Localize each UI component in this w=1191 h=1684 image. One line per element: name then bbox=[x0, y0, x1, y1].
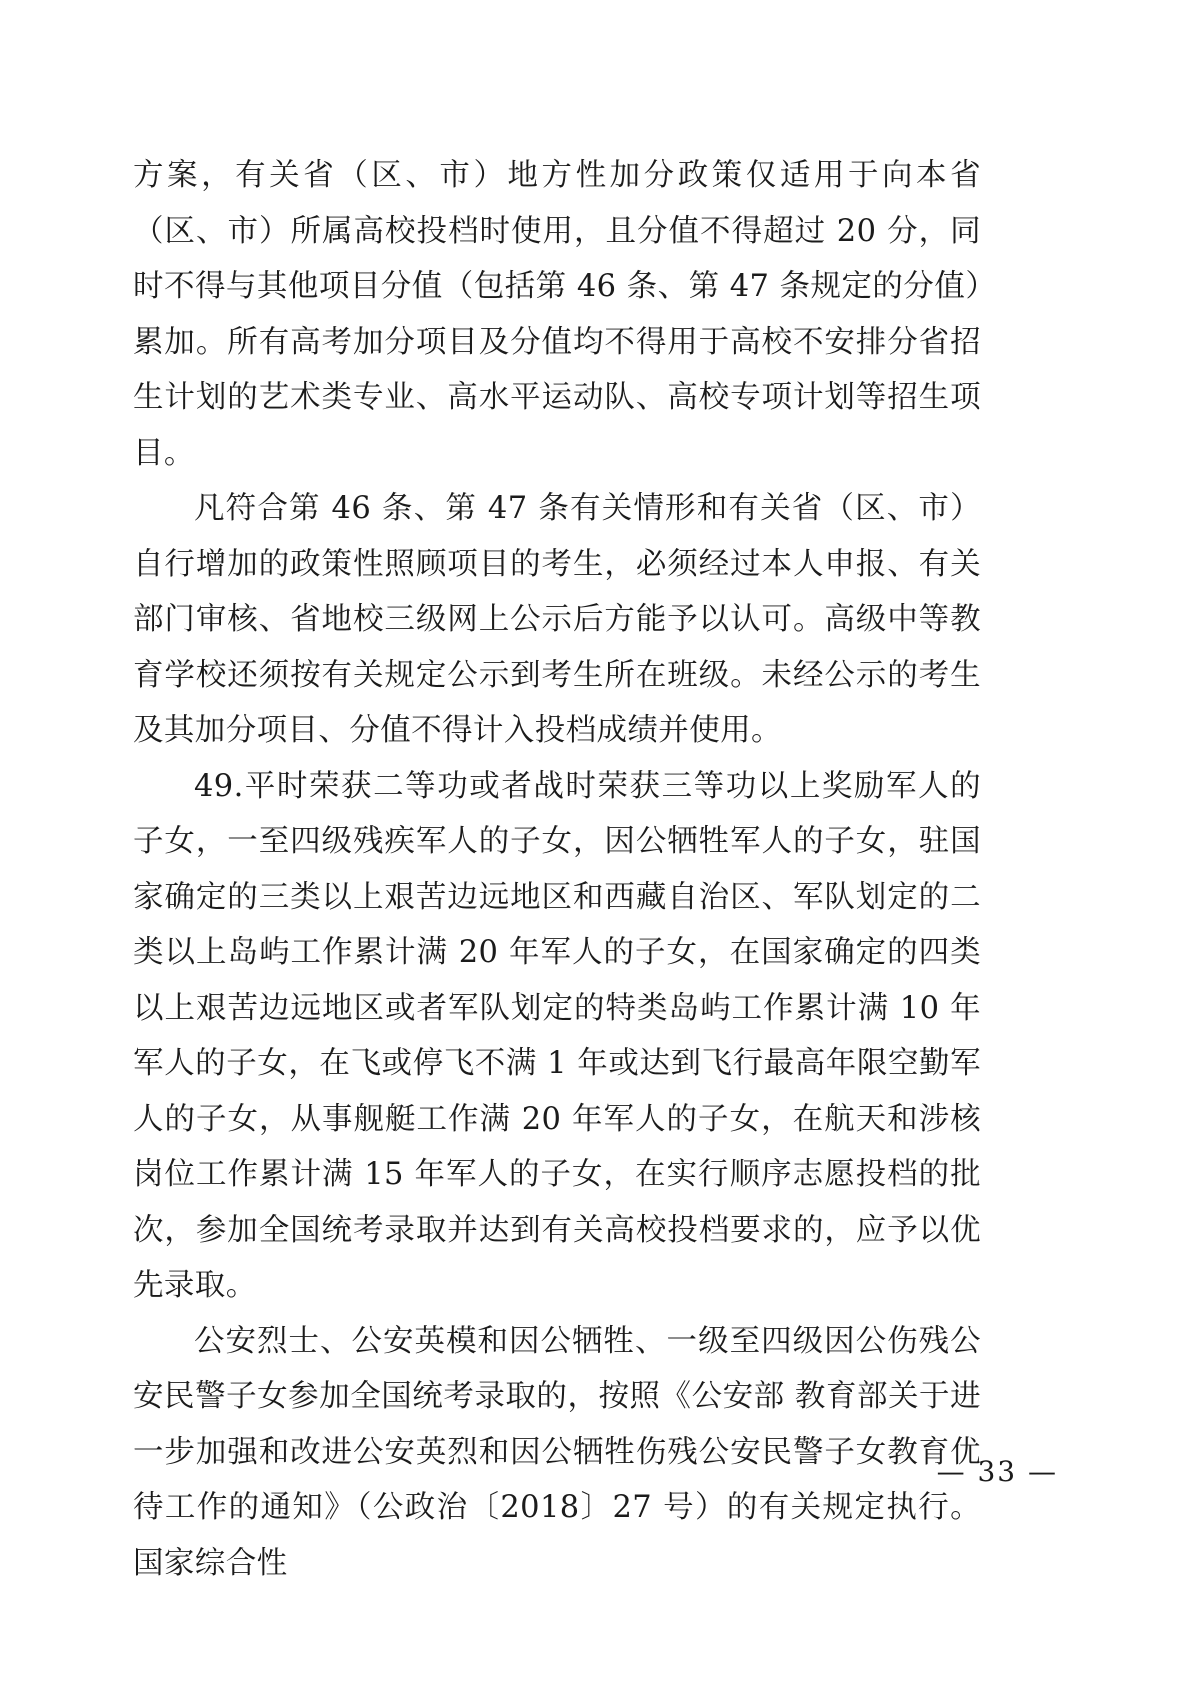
paragraph-3: 49.平时荣获二等功或者战时荣获三等功以上奖励军人的子女，一至四级残疾军人的子女，因公牺牲军人的子女，驻国家确定的三类以上艰苦边远地区和西藏自治区、军队划定的二类以上岛屿工作累计满 20 年军人的子女，在国家确定的四类以上艰苦边远地区或者军队划定的特类岛屿工作累计满 10 年军人的子女，在飞或停飞不满 1 年或达到飞行最高年限空勤军人的子女，从事舰艇工作满 20 年军人的子女，在航天和涉核岗位工作累计满 15 年军人的子女，在实行顺序志愿投档的批次，参加全国统考录取并达到有关高校投档要求的，应予以优先录取。 bbox=[133, 768, 981, 1303]
page-number: — 33 — bbox=[936, 1455, 1058, 1488]
paragraph-2: 凡符合第 46 条、第 47 条有关情形和有关省（区、市）自行增加的政策性照顾项目的考生，必须经过本人申报、有关部门审核、省地校三级网上公示后方能予以认可。高级中等教育学校还须按有关规定公示到考生所在班级。未经公示的考生及其加分项目、分值不得计入投档成绩并使用。 bbox=[133, 491, 981, 748]
paragraph-1: 方案，有关省（区、市）地方性加分政策仅适用于向本省（区、市）所属高校投档时使用，且分值不得超过 20 分，同时不得与其他项目分值（包括第 46 条、第 47 条规定的分值）累加。所有高考加分项目及分值均不得用于高校不安排分省招生计划的艺术类专业、高水平运动队、高校专项计划等招生项目。 bbox=[133, 158, 981, 471]
page-body bbox=[133, 148, 981, 1591]
paragraph-4: 公安烈士、公安英模和因公牺牲、一级至四级因公伤残公安民警子女参加全国统考录取的，按照《公安部 教育部关于进一步加强和改进公安英烈和因公牺牲伤残公安民警子女教育优待工作的通知》（公政治〔2018〕27 号）的有关规定执行。国家综合性 bbox=[133, 1323, 981, 1581]
